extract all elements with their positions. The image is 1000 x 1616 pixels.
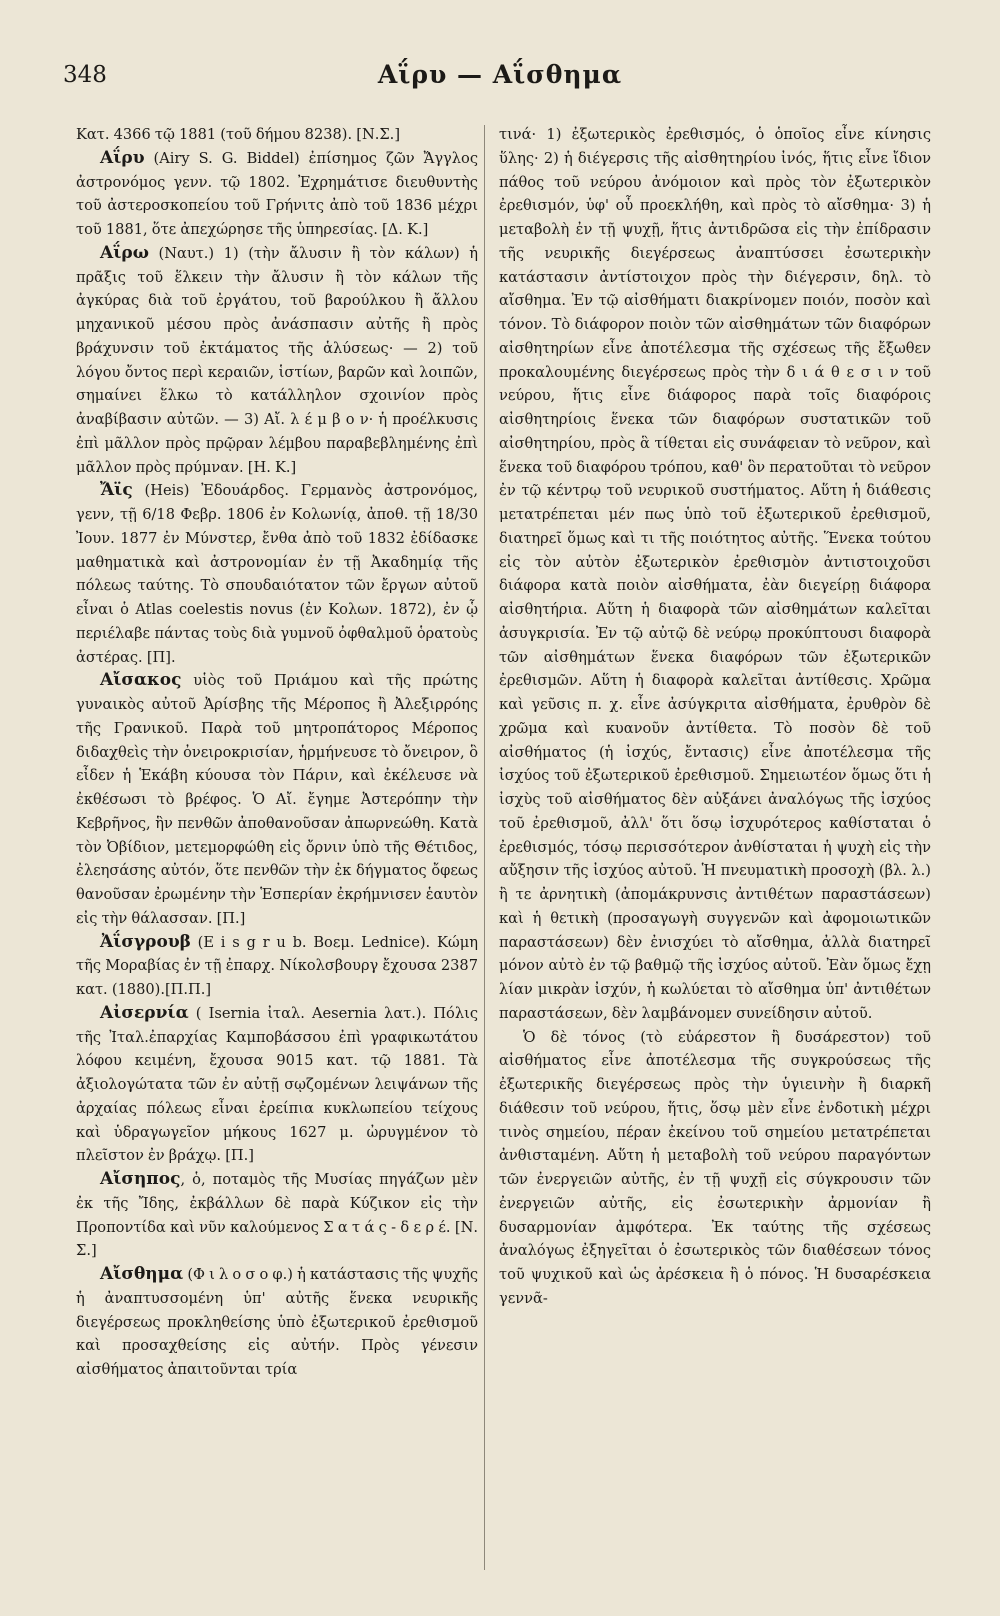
entry-text: Ὁ δὲ τόνος (τὸ εὐάρεστον ἢ δυσάρεστον) τοῦ αἰσθήματος εἶνε ἀποτέλεσμα τῆς συγκρούσεως τῆς ἐξωτερικῆς διεγέρσεως πρὸς τὴν ὑγιεινὴν ἢ διαρκῆ διάθεσιν τοῦ νεύρου, ἥτις, ὅσῳ μὲν εἶνε ἐνδοτικὴ μέχρι τινὸς σημείου, πέραν ἐκείνου τοῦ σημείου μετατρέπεται ἀνθισταμένη. Αὕτη ἡ μεταβολὴ τοῦ νεύρου παραγόντων τῶν ἐνεργειῶν αὐτῆς, ἐν τῇ ψυχῇ εἰς σύγκρουσιν τῶν ἐνεργειῶν αὐτῆς, εἰς ἐσωτερικὴν ἀρμονίαν ἢ δυσαρμονίαν ἀμφότερα. Ἐκ ταύτης τῆς σχέσεως ἀναλόγως ἐξηγεῖται ὁ ἐσωτερικὸς τῶν διαθέσεων τόνος τοῦ ψυχικοῦ καὶ ὡς ἀρέσκεια ἢ ὁ πόνος. Ἡ δυσαρέσκεια γεννᾶ- bbox=[499, 1028, 931, 1307]
left-column-entry bbox=[76, 242, 478, 480]
entry-headword: Αἴσακος bbox=[100, 670, 182, 691]
right-column-entry bbox=[499, 123, 931, 1026]
left-column-entry bbox=[76, 669, 478, 930]
entry-text: υἱὸς τοῦ Πριάμου καὶ τῆς πρώτης γυναικὸς αὐτοῦ Ἀρίσβης τῆς Μέροπος ἢ Ἀλεξιρρόης τῆς Γρανικοῦ. Παρὰ τοῦ μητροπάτορος Μέροπος διδαχθεὶς τὴν ὀνειροκρισίαν, ἡρμήνευσε τὸ ὄνειρον, ὃ εἶδεν ἡ Ἑκάβη κύουσα τὸν Πάριν, καὶ ἐκέλευσε νὰ ἐκθέσωσι τὸ βρέφος. Ὁ Αἴ. ἔγημε Ἀστερόπην τὴν Κεβρῆνος, ἣν πενθῶν ἀποθανοῦσαν ἀπωρνεώθη. Κατὰ τὸν Ὀβίδιον, μετεμορφώθη εἰς ὄρνιν ὑπὸ τῆς Θέτιδος, ἐλεησάσης αὐτόν, ὅτε πενθῶν τὴν ἐκ δήγματος ὄφεως θανοῦσαν ἐρωμένην τὴν Ἑσπερίαν ἐκρήμνισεν ἑαυτὸν εἰς τὴν θάλασσαν. [Π.] bbox=[76, 672, 478, 927]
right-column bbox=[499, 123, 931, 1311]
running-title: Αΐρυ — Αΐσθημα bbox=[377, 60, 623, 89]
entry-text: (Heis) Ἐδουάρδος. Γερμανὸς ἀστρονόμος, γενν, τῇ 6/18 Φεβρ. 1806 ἐν Κολωνίᾳ, ἀποθ. τῇ 18/30 Ἰουν. 1877 ἐν Μύνστερ, ἔνθα ἀπὸ τοῦ 1832 ἐδίδασκε μαθηματικὰ καὶ ἀστρονομίαν ἐν τῇ Ἀκαδημίᾳ τῆς πόλεως ταύτης. Τὸ σπουδαιότατον τῶν ἔργων αὐτοῦ εἶναι ὁ Atlas coelestis novus (ἐν Κολων. 1872), ἐν ᾧ περιέλαβε πάντας τοὺς διὰ γυμνοῦ ὀφθαλμοῦ ὁρατοὺς ἀστέρας. [Π]. bbox=[76, 482, 478, 666]
entry-text: (Ναυτ.) 1) (τὴν ἄλυσιν ἢ τὸν κάλων) ἡ πρᾶξις τοῦ ἕλκειν τὴν ἄλυσιν ἢ τὸν κάλων τῆς ἀγκύρας διὰ τοῦ ἐργάτου, τοῦ βαρούλκου ἢ ἄλλου μηχανικοῦ μέσου πρὸς ἀνάσπασιν αὐτῆς ἢ πρὸς βράχυνσιν τοῦ ἐκτάματος τῆς ἁλύσεως· — 2) τοῦ λόγου ὄντος περὶ κεραιῶν, ἱστίων, βαρῶν καὶ λοιπῶν, σημαίνει ἕλκω τὸ κατάλληλον σχοινίον πρὸς ἀναβίβασιν αὐτῶν. — 3) Αἴ. λ έ μ β ο ν· ἡ προέλκυσις ἐπὶ μᾶλλον πρὸς πρῷραν λέμβου παραβεβλημένης ἐπὶ μᾶλλον πρὸς πρύμναν. [Η. Κ.] bbox=[76, 244, 478, 476]
right-column-entry bbox=[499, 1026, 931, 1311]
entry-text: ( Isernia ἰταλ. Aesernia λατ.). Πόλις τῆς Ἰταλ.ἐπαρχίας Καμποβάσσου ἐπὶ γραφικωτάτου λόφου κειμένη, ἔχουσα 9015 κατ. τῷ 1881. Τὰ ἀξιολογώτατα τῶν ἐν αὐτῇ σῳζομένων λειψάνων τῆς ἀρχαίας πόλεως εἶναι ἐρείπια κυκλωπείου τείχους καὶ ὑδραγωγεῖον μήκους 1627 μ. ὠρυγμένον τὸ πλεῖστον ἐν βράχῳ. [Π.] bbox=[76, 1004, 478, 1165]
entry-text: Κατ. 4366 τῷ 1881 (τοῦ δήμου 8238). [Ν.Σ.] bbox=[76, 126, 401, 143]
page-header bbox=[0, 62, 1000, 102]
entry-text: (Φ ι λ ο σ ο φ.) ἡ κατάστασις τῆς ψυχῆς ἡ ἀναπτυσσομένη ὑπ' αὐτῆς ἕνεκα νευρικῆς διεγέρσεως προκληθείσης ὑπὸ ἐξωτερικοῦ ἐρεθισμοῦ καὶ προσαχθείσης εἰς αὐτήν. Πρὸς γένεσιν αἰσθήματος ἀπαιτοῦνται τρία bbox=[76, 1266, 478, 1378]
left-column-entry bbox=[76, 931, 478, 1002]
entry-text: , ὁ, ποταμὸς τῆς Μυσίας πηγάζων μὲν ἐκ τῆς Ἴδης, ἐκβάλλων δὲ παρὰ Κύζικον εἰς τὴν Προποντίδα καὶ νῦν καλούμενος Σ α τ ά ς - δ ε ρ έ. [Ν. Σ.] bbox=[76, 1171, 478, 1260]
entry-headword: Αΐρυ bbox=[100, 147, 145, 168]
left-column bbox=[76, 123, 478, 1382]
entry-headword: Αἰσερνία bbox=[100, 1002, 189, 1023]
left-column-entry bbox=[76, 123, 478, 147]
entry-headword: Αἴσηπος bbox=[100, 1169, 181, 1189]
left-column-entry bbox=[76, 1263, 478, 1382]
column-divider bbox=[484, 125, 485, 1570]
page-number: 348 bbox=[63, 62, 107, 88]
left-column-entry bbox=[76, 479, 478, 669]
entry-headword: Ἄϊς bbox=[100, 480, 133, 501]
left-column-entry bbox=[76, 1168, 478, 1263]
entry-text: τινά· 1) ἐξωτερικὸς ἐρεθισμός, ὁ ὁποῖος εἶνε κίνησις ὕλης· 2) ἡ διέγερσις τῆς αἰσθητηρίου ἰνός, ἥτις εἶνε ἴδιον πάθος τοῦ νεύρου ἀνόμοιον καὶ πρὸς τὸν ἐξωτερικὸν ἐρεθισμόν, ὑφ' οὗ προεκλήθη, καὶ πρὸς τὸ αἴσθημα· 3) ἡ μεταβολὴ ἐν τῇ ψυχῇ, ἥτις ἀντιδρῶσα εἰς τὴν ἐπίδρασιν τῆς νευρικῆς διεγέρσεως ἀναπτύσσει ἐσωτερικὴν κατάστασιν ἀντίστοιχον πρὸς τὴν διέγερσιν, δηλ. τὸ αἴσθημα. Ἐν τῷ αἰσθήματι διακρίνομεν ποιόν, ποσὸν καὶ τόνον. Τὸ διάφορον ποιὸν τῶν αἰσθημάτων τῶν διαφόρων αἰσθητηρίων εἶνε ἀποτέλεσμα τῆς σχέσεως τῆς ἔξωθεν προκαλουμένης διεγέρσεως πρὸς τὴν δ ι ά θ ε σ ι ν τοῦ νεύρου, ἥτις εἶνε διάφορος παρὰ τοῖς διαφόροις αἰσθητηρίοις ἕνεκα τῶν διαφόρων συστατικῶν τοῦ αἰσθητηρίου, πρὸς ἃ τίθεται εἰς συνάφειαν τὸ νεῦρον, καὶ ἕνεκα τοῦ διαφόρου τρόπου, καθ' ὃν περατοῦται τὸ νεῦρον ἐν τῷ κέντρῳ τοῦ νευρικοῦ συστήματος. Αὕτη ἡ διάθεσις μετατρέπεται μέν πως ὑπὸ τοῦ ἐξωτερικοῦ ἐρεθισμοῦ, διατηρεῖ ὅμως καὶ τι τῆς ποιότητος αὐτῆς. Ἕνεκα τούτου εἰς τὸν αὐτὸν ἐξωτερικὸν ἐρεθισμὸν ἀντιστοιχοῦσι διάφορα κατὰ ποιὸν αἰσθήματα, ἐὰν διεγείρῃ διάφορα αἰσθητήρια. Αὕτη ἡ διαφορὰ τῶν αἰσθημάτων καλεῖται ἀσυγκρισία. Ἐν τῷ αὐτῷ δὲ νεύρῳ προκύπτουσι διαφορὰ τῶν αἰσθημάτων ἕνεκα διαφόρων τῶν ἐξωτερικῶν ἐρεθισμῶν. Αὕτη ἡ διαφορὰ καλεῖται ἀντίθεσις. Χρῶμα καὶ γεῦσις π. χ. εἶνε ἀσύγκριτα αἰσθήματα, ἐρυθρὸν δὲ χρῶμα καὶ κυανοῦν ἀντίθετα. Τὸ ποσὸν δὲ τοῦ αἰσθήματος (ἡ ἰσχύς, ἔντασις) εἶνε ἀποτέλεσμα τῆς ἰσχύος τοῦ ἐξωτερικοῦ ἐρεθισμοῦ. Σημειωτέον ὅμως ὅτι ἡ ἰσχὺς τοῦ αἰσθήματος δὲν αὐξάνει ἀναλόγως τῆς ἰσχύος τοῦ ἐρεθισμοῦ, ἀλλ' ὅτι ὅσῳ ἰσχυρότερος καθίσταται ὁ ἐρεθισμός, τόσῳ περισσότερον ἀνθίσταται ἡ ψυχὴ εἰς τὴν αὔξησιν τῆς ἰσχύος αὐτοῦ. Ἡ πνευματικὴ προσοχὴ (βλ. λ.) ἢ τε ἀρνητικὴ (ἀπομάκρυνσις ἀντιθέτων παραστάσεων) καὶ ἡ θετικὴ (προσαγωγὴ συγγενῶν καὶ ἀφομοιωτικῶν παραστάσεων) δὲν ἐνισχύει τὸ αἴσθημα, ἀλλὰ διατηρεῖ μόνον αὐτὸ ἐν τῷ βαθμῷ τῆς ἰσχύος αὐτοῦ. Ἐὰν ὅμως ἔχῃ λίαν μικρὰν ἰσχύν, ἡ κωλύεται τὸ αἴσθημα ὑπ' ἀντιθέτων παραστάσεων, δὲν λαμβάνομεν συνείδησιν αὐτοῦ. bbox=[499, 126, 931, 1022]
entry-headword: Αΐρω bbox=[100, 242, 149, 263]
left-column-entry bbox=[76, 147, 478, 242]
left-column-entry bbox=[76, 1002, 478, 1168]
entry-text: (E i s g r u b. Βοεμ. Lednice). Κώμη τῆς Μοραβίας ἐν τῇ ἐπαρχ. Νίκολσβουργ ἔχουσα 2387 κατ. (1880).[Π.Π.] bbox=[76, 933, 478, 998]
entry-headword: Ἀΐσγρουβ bbox=[100, 931, 191, 952]
entry-headword: Αἴσθημα bbox=[100, 1264, 184, 1284]
entry-text: (Airy S. G. Biddel) ἐπίσημος ζῶν Ἄγγλος ἀστρονόμος γενν. τῷ 1802. Ἐχρημάτισε διευθυντὴς τοῦ ἀστεροσκοπείου τοῦ Γρήνιτς ἀπὸ τοῦ 1836 μέχρι τοῦ 1881, ὅτε ἀπεχώρησε τῆς ὑπηρεσίας. [Δ. Κ.] bbox=[76, 149, 478, 238]
